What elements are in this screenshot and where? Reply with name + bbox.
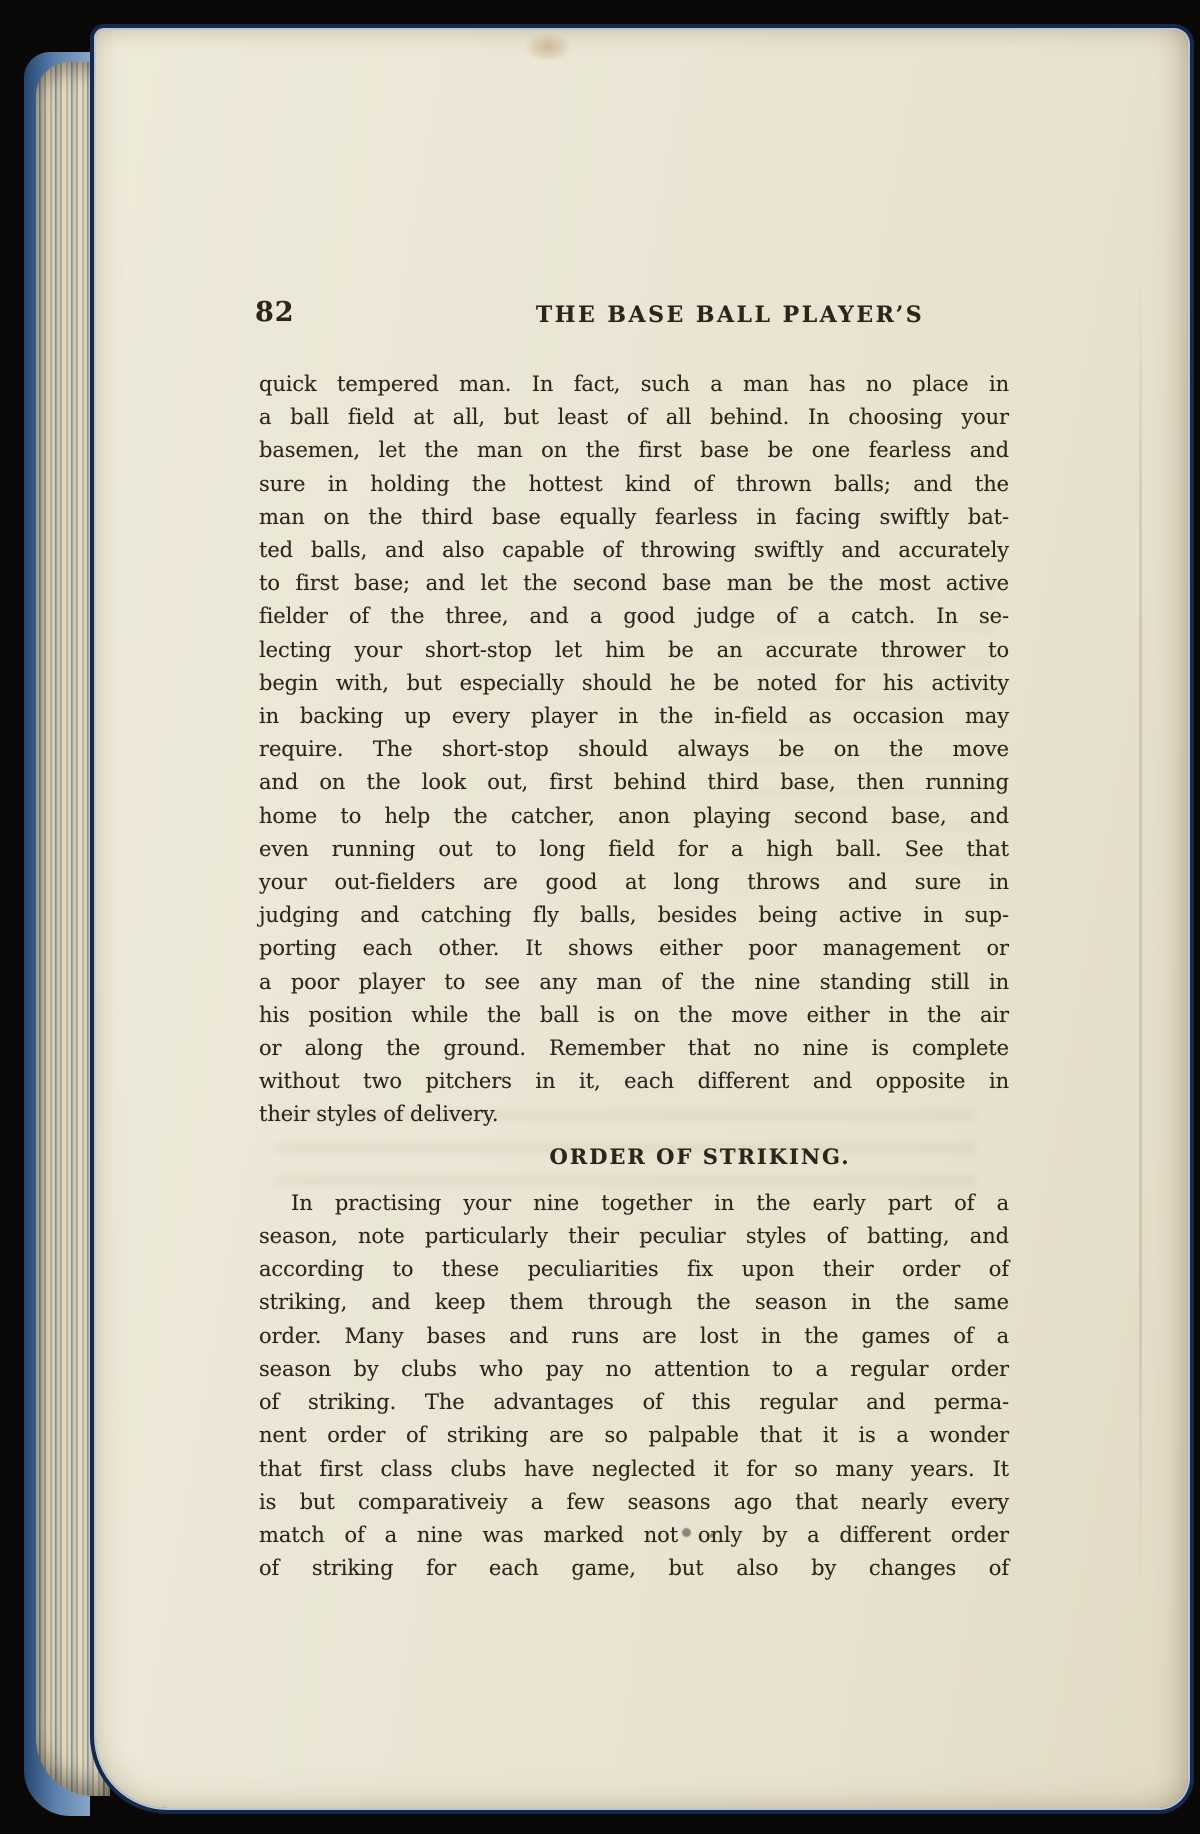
text-line: season, note particularly their peculiar styles of batting, and <box>259 1224 1009 1249</box>
text-line: sure in holding the hottest kind of thrown balls; and the <box>259 471 1009 496</box>
text-line: match of a nine was marked not only by a different order <box>259 1522 1009 1547</box>
text-line: a ball field at all, but least of all behind. In choosing your <box>259 405 1009 430</box>
text-line: a poor player to see any man of the nine standing still in <box>259 969 1009 994</box>
text-line: or along the ground. Remember that no nine is complete <box>259 1036 1009 1061</box>
text-line: home to help the catcher, anon playing second base, and <box>259 803 1009 828</box>
text-line: order. Many bases and runs are lost in the games of a <box>259 1323 1009 1348</box>
text-line: of striking. The advantages of this regular and perma- <box>259 1390 1009 1415</box>
paragraph-order-of-striking <box>259 1187 1009 1585</box>
text-line: lecting your short-stop let him be an accurate thrower to <box>259 637 1009 662</box>
text-line: ted balls, and also capable of throwing swiftly and accurately <box>259 538 1009 563</box>
text-line: judging and catching fly balls, besides being active in sup- <box>259 903 1009 928</box>
book-page <box>96 30 1188 1808</box>
text-line: to first base; and let the second base man be the most active <box>259 571 1009 596</box>
text-line: nent order of striking are so palpable that it is a wonder <box>259 1423 1009 1448</box>
text-line: season by clubs who pay no attention to a regular order <box>259 1356 1009 1381</box>
page-text <box>255 296 1009 1585</box>
page-number: 82 <box>255 297 295 328</box>
text-line: that first class clubs have neglected it for so many years. It <box>259 1456 1009 1481</box>
text-line: In practising your nine together in the early part of a <box>291 1190 1009 1215</box>
page-stain <box>524 32 572 62</box>
text-line: quick tempered man. In fact, such a man has no place in <box>259 372 1009 396</box>
paragraph-fielding <box>259 368 1009 1132</box>
text-line: without two pitchers in it, each different and opposite in <box>259 1069 1009 1094</box>
page-fold <box>1139 270 1142 1588</box>
text-line: porting each other. It shows either poor management or <box>259 936 1009 961</box>
section-heading: ORDER OF STRIKING. <box>549 1143 851 1169</box>
text-line: their styles of delivery. <box>259 1102 499 1127</box>
text-line: of striking for each game, but also by changes of <box>259 1556 1009 1581</box>
text-line: basemen, let the man on the first base be one fearless and <box>259 438 1009 463</box>
text-line: man on the third base equally fearless in facing swiftly bat- <box>259 504 1009 529</box>
text-line: fielder of the three, and a good judge of a catch. In se- <box>259 604 1009 629</box>
text-line: striking, and keep them through the season in the same <box>259 1290 1009 1315</box>
text-line: require. The short-stop should always be on the move <box>259 737 1009 762</box>
text-line: begin with, but especially should he be noted for his activity <box>259 670 1009 695</box>
page-header <box>255 296 1009 342</box>
text-line: your out-fielders are good at long throws and sure in <box>259 870 1009 895</box>
text-line: in backing up every player in the in-field as occasion may <box>259 704 1009 729</box>
text-line: his position while the ball is on the move either in the air <box>259 1002 1009 1027</box>
text-line: even running out to long field for a high ball. See that <box>259 836 1009 861</box>
text-line: according to these peculiarities fix upon their order of <box>259 1257 1009 1282</box>
text-line: is but comparativeiy a few seasons ago that nearly every <box>259 1489 1009 1514</box>
running-title: THE BASE BALL PLAYER’S <box>535 302 925 328</box>
text-line: and on the look out, first behind third base, then running <box>259 770 1009 795</box>
